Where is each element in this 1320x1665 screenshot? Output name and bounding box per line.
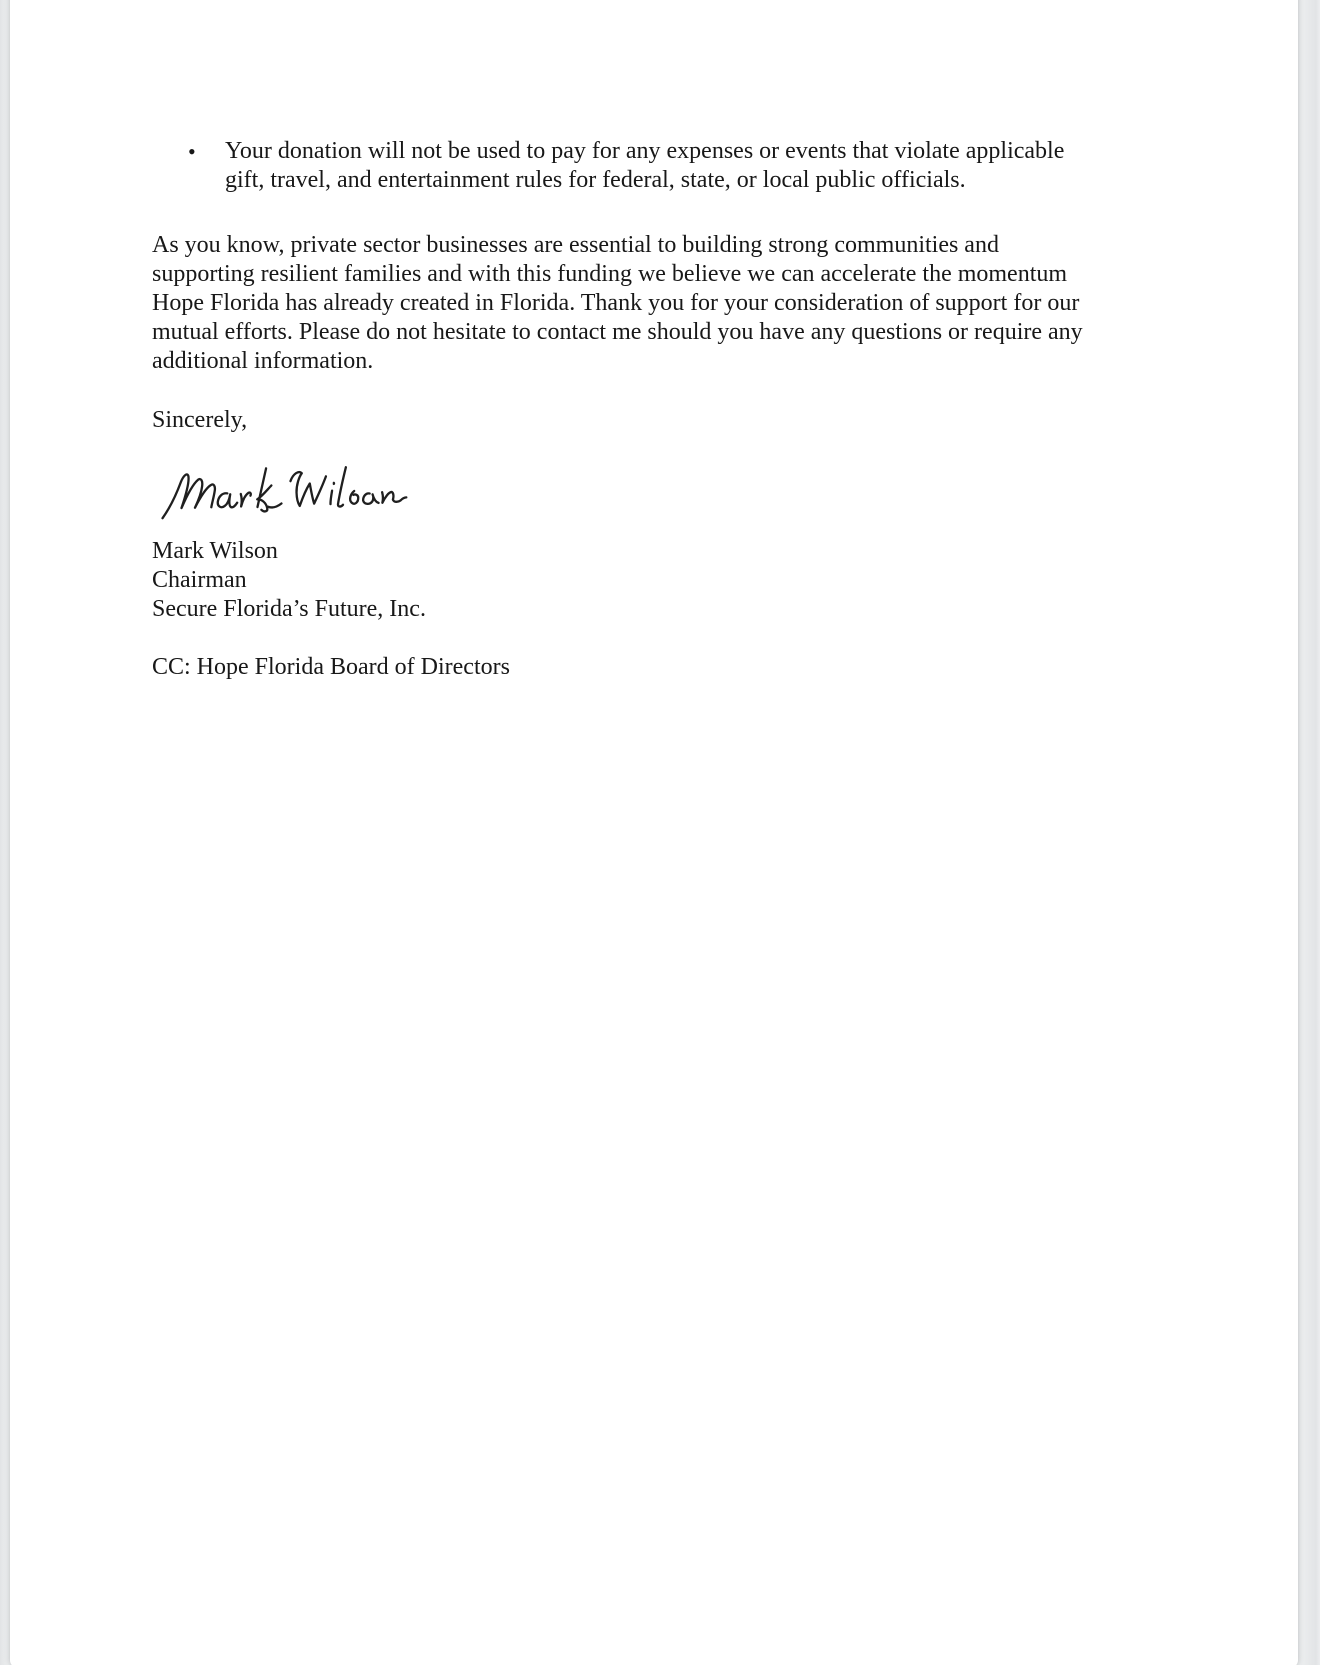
letter-content bbox=[10, 0, 1298, 682]
paragraph-line: mutual efforts. Please do not hesitate to contact me should you have any questions or require any bbox=[152, 319, 1083, 345]
signer-name: Mark Wilson bbox=[152, 538, 278, 564]
letter-page bbox=[10, 0, 1298, 1665]
cc-line: CC: Hope Florida Board of Directors bbox=[152, 654, 510, 680]
handwritten-signature bbox=[158, 459, 408, 521]
paragraph-line: Hope Florida has already created in Florida. Thank you for your consideration of support for our bbox=[152, 290, 1080, 316]
bullet-text-line: Your donation will not be used to pay for any expenses or events that violate applicable bbox=[225, 138, 1065, 164]
signature-block bbox=[152, 537, 1258, 624]
paragraph-line: additional information. bbox=[152, 348, 374, 374]
paragraph-line: supporting resilient families and with this funding we believe we can accelerate the momentum bbox=[152, 261, 1068, 287]
signer-organization: Secure Florida’s Future, Inc. bbox=[152, 596, 426, 622]
bullet-marker-icon: • bbox=[188, 139, 196, 164]
body-paragraph bbox=[152, 231, 1258, 376]
bullet-text-line: gift, travel, and entertainment rules for federal, state, or local public officials. bbox=[225, 167, 966, 193]
signer-title: Chairman bbox=[152, 567, 247, 593]
signature-ink-icon bbox=[157, 456, 409, 525]
closing-salutation: Sincerely, bbox=[152, 407, 248, 433]
bullet-text bbox=[225, 137, 1258, 195]
bullet-item bbox=[152, 137, 1258, 195]
paragraph-line: As you know, private sector businesses are essential to building strong communities and bbox=[152, 232, 999, 258]
